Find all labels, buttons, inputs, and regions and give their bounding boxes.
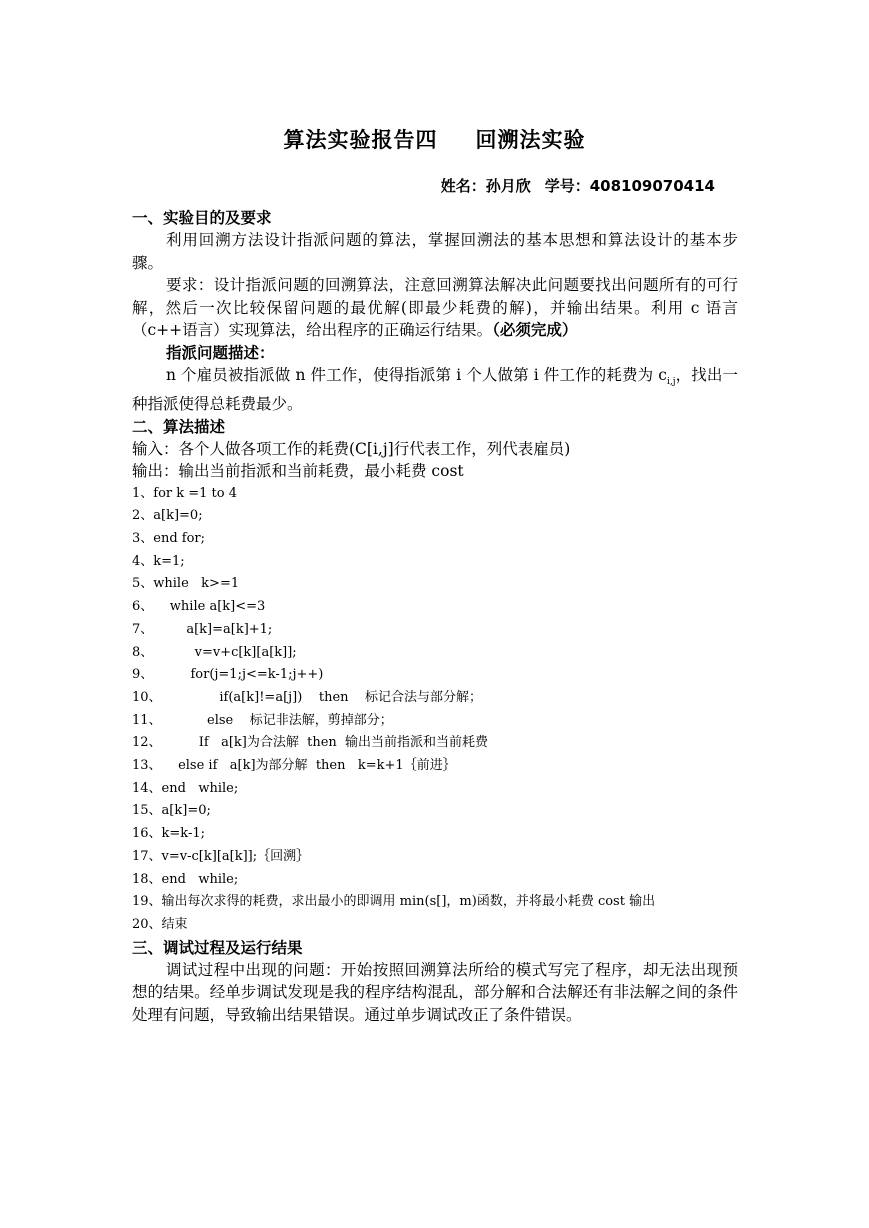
requirements-emphasis: （必须完成） bbox=[492, 321, 578, 339]
pseudocode-line: 14、end while; bbox=[132, 780, 239, 796]
title-main: 算法实验报告四 bbox=[283, 128, 438, 152]
pseudocode-line: 16、k=k-1; bbox=[132, 826, 206, 842]
pseudocode-line: 6、 while a[k]<=3 bbox=[132, 599, 266, 615]
author-student-id: 学号：408109070414 bbox=[544, 177, 715, 195]
pseudocode-line: 4、k=1; bbox=[132, 553, 185, 569]
pseudocode-line: 8、 v=v+c[k][a[k]]; bbox=[132, 644, 297, 660]
section-heading-debugging: 三、调试过程及运行结果 bbox=[132, 938, 303, 957]
section-heading-objectives: 一、实验目的及要求 bbox=[132, 209, 272, 227]
pseudocode-line: 2、a[k]=0; bbox=[132, 508, 203, 524]
pseudocode-line: 5、while k>=1 bbox=[132, 576, 240, 592]
problem-text-a: n 个雇员被指派做 n 件工作，使得指派第 i 个人做第 i 件工作的耗费为 c bbox=[166, 365, 667, 384]
author-name: 姓名：孙月欣 bbox=[440, 177, 531, 195]
problem-description-paragraph bbox=[132, 364, 738, 416]
pseudocode-line: 17、v=v-c[k][a[k]];｛回溯｝ bbox=[132, 848, 310, 864]
problem-subscript: i,j bbox=[666, 376, 676, 387]
pseudocode-line: 1、for k =1 to 4 bbox=[132, 485, 238, 501]
pseudocode-line: 20、结束 bbox=[132, 916, 188, 932]
objectives-paragraph: 利用回溯方法设计指派问题的算法，掌握回溯法的基本思想和算法设计的基本步骤。 bbox=[132, 231, 738, 272]
pseudocode-line: 12、 If a[k]为合法解 then 输出当前指派和当前耗费 bbox=[132, 735, 489, 751]
algorithm-input: 输入：各个人做各项工作的耗费(C[i,j]行代表工作，列代表雇员) bbox=[132, 439, 571, 458]
title-sub: 回溯法实验 bbox=[475, 128, 586, 152]
author-line bbox=[441, 175, 715, 196]
section-heading-algorithm: 二、算法描述 bbox=[132, 417, 226, 436]
pseudocode-line: 18、end while; bbox=[132, 871, 239, 887]
page-title bbox=[0, 124, 869, 154]
requirements-paragraph bbox=[132, 274, 738, 342]
pseudocode-line: 19、输出每次求得的耗费，求出最小的即调用 min(s[]，m)函数，并将最小耗费 cost 输出 bbox=[132, 894, 656, 910]
pseudocode-line: 15、a[k]=0; bbox=[132, 803, 211, 819]
pseudocode-line: 10、 if(a[k]!=a[j]) then 标记合法与部分解； bbox=[132, 689, 483, 705]
pseudocode-line: 3、end for; bbox=[132, 531, 206, 546]
problem-text-b: ，找出一种指派使得总耗费最少。 bbox=[132, 365, 738, 414]
pseudocode-list bbox=[132, 483, 738, 937]
debugging-paragraph: 调试过程中出现的问题：开始按照回溯算法所给的模式写完了程序，却无法出现预想的结果。经单步调试发现是我的程序结构混乱，部分解和合法解还有非法解之间的条件处理有问题，导致输出结果错误。通过单步调试改正了条件错误。 bbox=[132, 960, 738, 1024]
algorithm-output: 输出：输出当前指派和当前耗费，最小耗费 cost bbox=[132, 462, 464, 481]
pseudocode-line: 7、 a[k]=a[k]+1; bbox=[132, 621, 273, 637]
requirements-text: 要求：设计指派问题的回溯算法，注意回溯算法解决此问题要找出问题所有的可行解，然后一次比较保留问题的最优解(即最少耗费的解)，并输出结果。利用 c 语言（c++语言）实现算法，给出程序的正确运行结果。 bbox=[132, 276, 738, 339]
pseudocode-line: 11、 else 标记非法解，剪掉部分； bbox=[132, 712, 393, 728]
problem-description-heading: 指派问题描述： bbox=[166, 343, 275, 362]
document-body bbox=[132, 207, 738, 1026]
pseudocode-line: 13、 else if a[k]为部分解 then k=k+1｛前进｝ bbox=[132, 758, 456, 774]
pseudocode-line: 9、 for(j=1;j<=k-1;j++) bbox=[132, 667, 324, 683]
